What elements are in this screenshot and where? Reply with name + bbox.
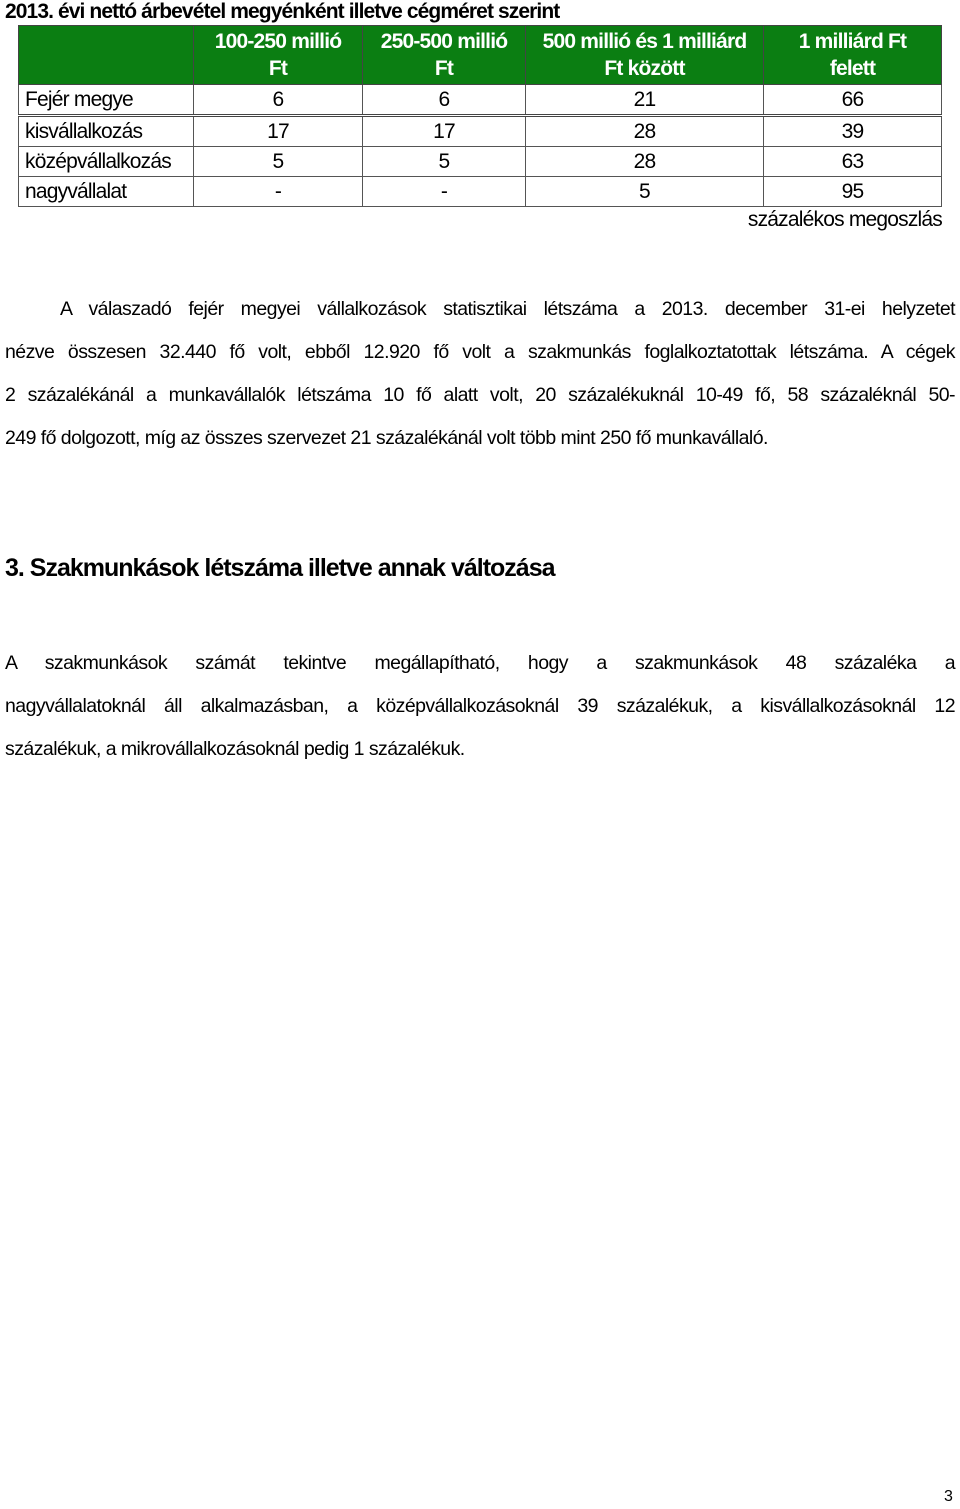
table-header-row [19,26,942,85]
paragraph-line: százalékuk, a mikrovállalkozásoknál pedig 1 százalékuk. [5,738,465,760]
paragraph-line: A szakmunkások számát tekintve megállapítható, hogy a szakmunkások 48 százaléka a [5,652,955,674]
paragraph-workforce [5,288,955,460]
row-label: nagyvállalat [19,177,194,207]
paragraph-skilled-workers [5,642,955,771]
header-line: 100-250 millió [214,30,342,53]
table-row [19,177,942,207]
header-cell [194,26,363,85]
header-line: Ft [434,57,454,80]
row-label: Fejér megye [19,85,194,116]
table-row [19,85,942,116]
revenue-table [18,25,942,207]
table-cell: 17 [194,116,363,147]
table-cell: 28 [526,147,764,177]
table-cell: - [194,177,363,207]
header-line: 250-500 millió [380,30,508,53]
header-line: 1 milliárd Ft [798,30,907,53]
table-cell: 21 [526,85,764,116]
table-cell: - [363,177,526,207]
table-cell: 5 [363,147,526,177]
header-cell [526,26,764,85]
table-cell: 5 [526,177,764,207]
table-cell: 6 [194,85,363,116]
table-cell: 28 [526,116,764,147]
header-line: 500 millió és 1 milliárd [542,30,747,53]
paragraph-line: 249 fő dolgozott, míg az összes szervezet 21 százalékánál volt több mint 250 fő munkavállaló. [5,427,768,449]
paragraph-line: nézve összesen 32.440 fő volt, ebből 12.920 fő volt a szakmunkás foglalkoztatottak létszáma. A cégek [5,341,955,363]
paragraph-line: 2 százalékánál a munkavállalók létszáma 10 fő alatt volt, 20 százalékuknál 10-49 fő, 58 százaléknál 50- [5,384,955,406]
table-cell: 63 [764,147,942,177]
page-number: 3 [944,1488,953,1505]
header-cell [764,26,942,85]
paragraph-line: A válaszadó fejér megyei vállalkozások statisztikai létszáma a 2013. december 31-ei helyzetet [60,298,955,320]
table-row [19,147,942,177]
row-label: kisvállalkozás [19,116,194,147]
paragraph-line: nagyvállalatoknál áll alkalmazásban, a középvállalkozásoknál 39 százalékuk, a kisvállalkozásoknál 12 [5,695,955,717]
table-cell: 39 [764,116,942,147]
row-label: középvállalkozás [19,147,194,177]
table-cell: 6 [363,85,526,116]
header-line: felett [829,57,876,80]
table-cell: 66 [764,85,942,116]
table-cell: 5 [194,147,363,177]
section-heading: 3. Szakmunkások létszáma illetve annak változása [5,554,555,582]
table-cell: 95 [764,177,942,207]
table-title: 2013. évi nettó árbevétel megyénként illetve cégméret szerint [5,0,560,23]
header-cell-empty [19,26,194,85]
header-cell [363,26,526,85]
header-line: Ft [268,57,288,80]
table-cell: 17 [363,116,526,147]
header-line: Ft között [604,57,685,80]
table-row [19,116,942,147]
table-note: százalékos megoszlás [747,208,942,231]
